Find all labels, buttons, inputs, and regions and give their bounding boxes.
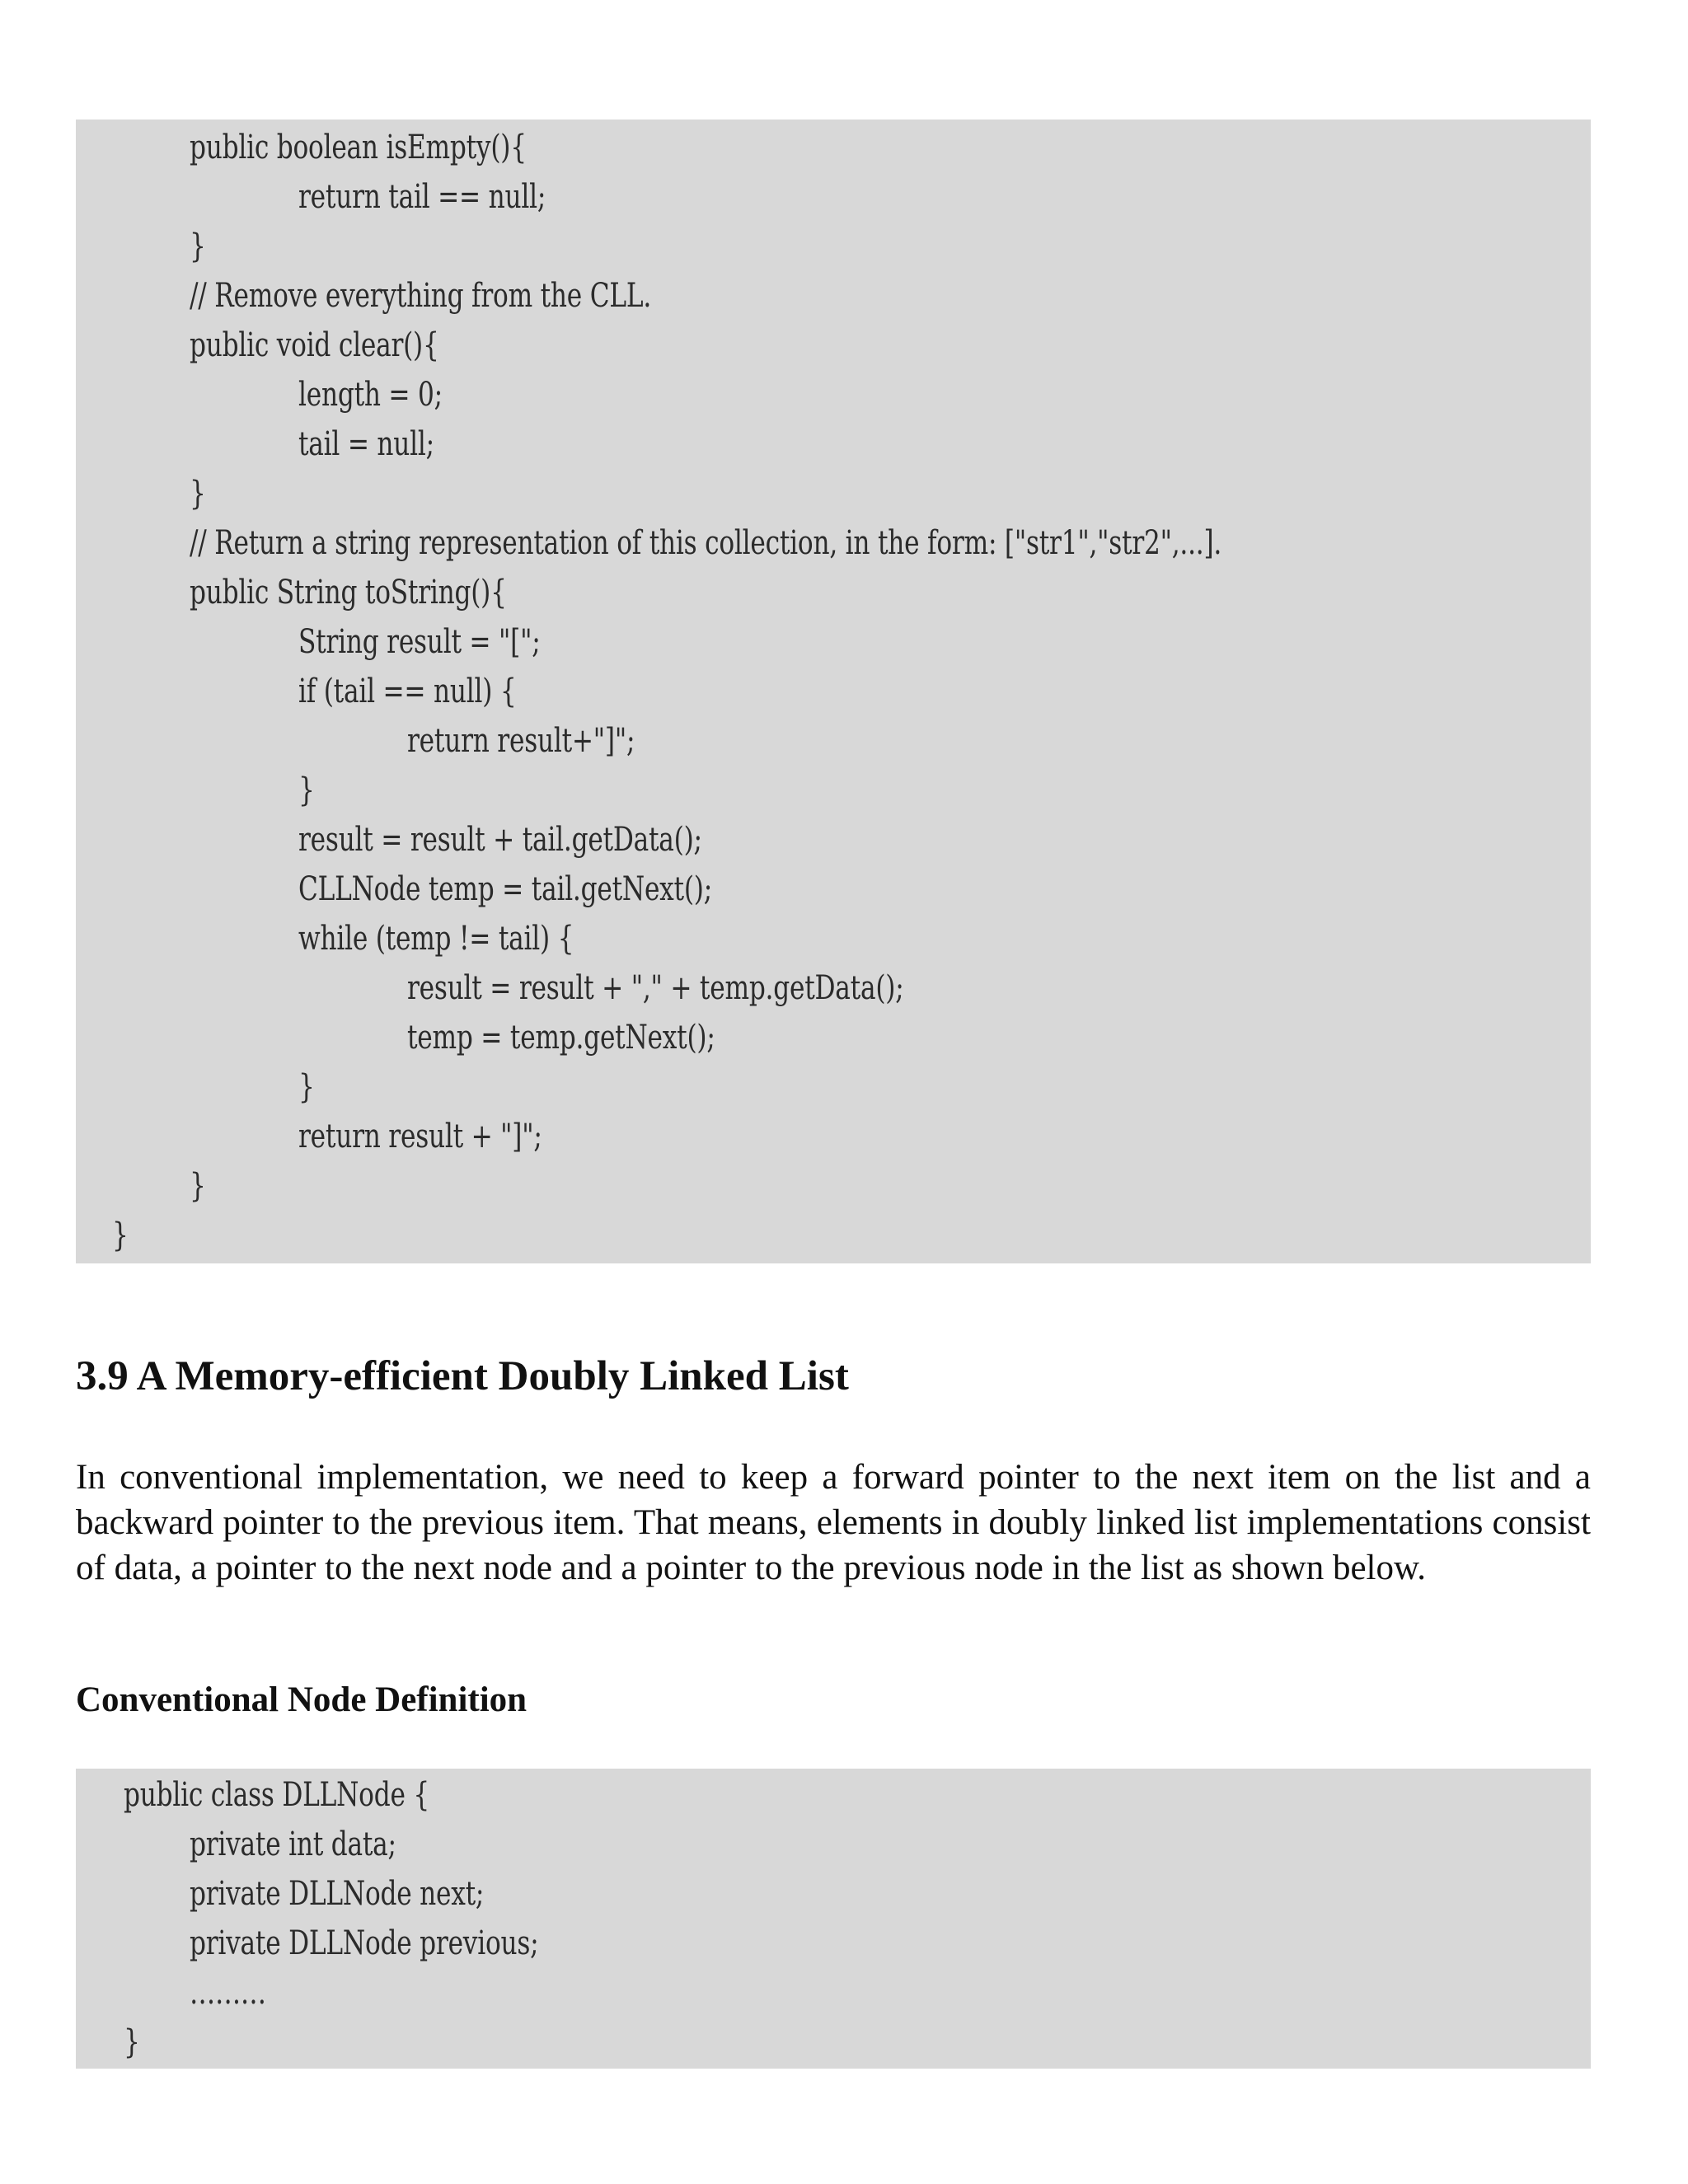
code-block-cll-methods [76,120,1591,1263]
code-line: tail = null; [298,425,434,463]
section-heading: 3.9 A Memory-efficient Doubly Linked List [76,1353,849,1399]
code-line: return result+"]"; [407,722,635,760]
code-line: private int data; [190,1825,396,1863]
code-line: public boolean isEmpty(){ [190,129,527,166]
code-line: } [190,475,206,513]
body-paragraph: In conventional implementation, we need to keep a forward pointer to the next item on the list and a backward pointer to the previous item. That means, elements in doubly linked list implementations consist of data, a pointer to the next node and a pointer to the previous node in the list as shown below. [76,1458,1591,1587]
code-line: while (temp != tail) { [298,920,574,958]
code-line: } [190,1167,206,1205]
code-line: } [298,1068,315,1106]
subheading: Conventional Node Definition [76,1680,528,1719]
code-line: result = result + tail.getData(); [298,821,702,859]
code-comment: // Return a string representation of this collection, in the form: ["str1","str2",...]. [190,524,1222,562]
code-line: if (tail == null) { [298,673,517,710]
code-comment: // Remove everything from the CLL. [190,277,652,315]
code-line: return result + "]"; [298,1118,542,1155]
code-line: public class DLLNode { [124,1776,429,1814]
code-line: } [112,1216,129,1254]
code-line: public void clear(){ [190,326,439,364]
code-line: } [190,227,206,265]
code-line: length = 0; [298,376,443,414]
code-line: } [298,771,315,809]
code-line: result = result + "," + temp.getData(); [407,969,904,1007]
code-line: public String toString(){ [190,574,507,612]
code-line: return tail == null; [298,178,546,216]
code-line: } [124,2023,140,2061]
code-line: ……… [190,1974,266,2012]
code-line: private DLLNode next; [190,1875,485,1913]
code-line: CLLNode temp = tail.getNext(); [298,870,713,908]
code-line: String result = "["; [298,623,541,661]
code-line: temp = temp.getNext(); [407,1019,715,1057]
code-block-dllnode [76,1769,1591,2069]
code-line: private DLLNode previous; [190,1924,539,1962]
